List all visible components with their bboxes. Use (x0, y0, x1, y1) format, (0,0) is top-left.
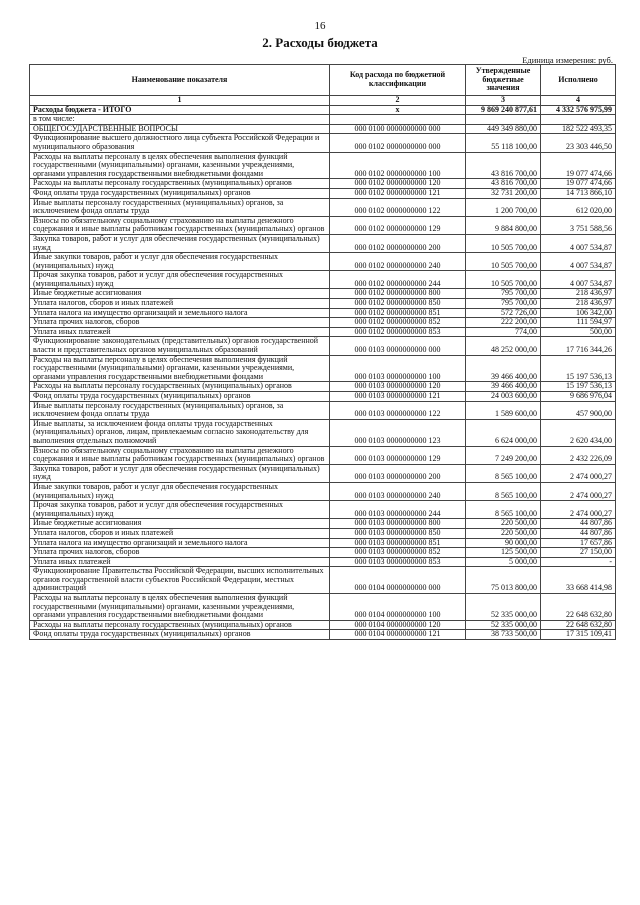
table-row (30, 464, 616, 482)
row-code: 000 0103 0000000000 851 (330, 538, 466, 548)
table-row (30, 392, 616, 402)
column-header-executed: Исполнено (541, 65, 616, 96)
table-row (30, 630, 616, 640)
row-executed (541, 115, 616, 125)
table-row (30, 318, 616, 328)
row-code: 000 0104 0000000000 000 (330, 567, 466, 594)
row-code: 000 0103 0000000000 850 (330, 528, 466, 538)
column-number: 4 (541, 96, 616, 106)
row-name: Прочая закупка товаров, работ и услуг для обеспечения государственных (муниципальных) нужд (30, 271, 330, 289)
table-row (30, 538, 616, 548)
row-executed: 106 342,00 (541, 308, 616, 318)
row-approved: 1 200 700,00 (466, 198, 541, 216)
row-executed: 15 197 536,13 (541, 382, 616, 392)
table-row (30, 567, 616, 594)
row-executed: 3 751 588,56 (541, 216, 616, 234)
row-executed: 2 474 000,27 (541, 464, 616, 482)
table-row (30, 594, 616, 621)
row-name: Иные закупки товаров, работ и услуг для обеспечения государственных (муниципальных) нужд (30, 253, 330, 271)
row-name: Закупка товаров, работ и услуг для обеспечения государственных (муниципальных) нужд (30, 464, 330, 482)
table-row (30, 620, 616, 630)
table-row (30, 198, 616, 216)
row-approved: 48 252 000,00 (466, 337, 541, 355)
row-executed: 14 713 866,10 (541, 188, 616, 198)
column-number: 2 (330, 96, 466, 106)
row-code (330, 115, 466, 125)
row-approved: 75 013 800,00 (466, 567, 541, 594)
table-row (30, 482, 616, 500)
row-executed: 457 900,00 (541, 401, 616, 419)
row-approved: 43 816 700,00 (466, 179, 541, 189)
row-code: 000 0103 0000000000 129 (330, 446, 466, 464)
row-code: 000 0104 0000000000 100 (330, 594, 466, 621)
row-executed: 4 007 534,87 (541, 271, 616, 289)
row-executed: 218 436,97 (541, 289, 616, 299)
row-name: Уплата прочих налогов, сборов (30, 318, 330, 328)
row-code: 000 0103 0000000000 122 (330, 401, 466, 419)
row-code: 000 0102 0000000000 122 (330, 198, 466, 216)
row-name: Расходы на выплаты персоналу в целях обеспечения выполнения функций государственными (муниципальными) органами, казенными учреждениями, органами управления государственными внебюджетными фондами (30, 152, 330, 179)
row-approved: 8 565 100,00 (466, 464, 541, 482)
row-name: Расходы на выплаты персоналу государственных (муниципальных) органов (30, 382, 330, 392)
table-row (30, 548, 616, 558)
row-name: Уплата налога на имущество организаций и земельного налога (30, 538, 330, 548)
row-executed: 19 077 474,66 (541, 179, 616, 189)
table-row (30, 308, 616, 318)
page-number: 16 (314, 20, 326, 32)
row-approved: 8 565 100,00 (466, 482, 541, 500)
row-code: 000 0102 0000000000 100 (330, 152, 466, 179)
row-approved: 10 505 700,00 (466, 253, 541, 271)
row-name: Взносы по обязательному социальному страхованию на выплаты денежного содержания и иные выплаты работникам государственных (муниципальных) органов (30, 446, 330, 464)
column-number-row (30, 96, 616, 106)
row-name: Расходы на выплаты персоналу в целях обеспечения выполнения функций государственными (муниципальными) органами, казенными учреждениями, органами управления государственными внебюджетными фондами (30, 355, 330, 382)
row-name: Закупка товаров, работ и услуг для обеспечения государственных (муниципальных) нужд (30, 234, 330, 252)
row-approved: 795 700,00 (466, 289, 541, 299)
row-approved: 8 565 100,00 (466, 501, 541, 519)
row-code: 000 0103 0000000000 200 (330, 464, 466, 482)
row-name: Иные выплаты, за исключением фонда оплаты труда государственных (муниципальных) органов, лицам, привлекаемым согласно законодательству для выполнения отдельных полномочий (30, 419, 330, 446)
row-approved: 125 500,00 (466, 548, 541, 558)
row-name: в том числе: (30, 115, 330, 125)
row-code: 000 0102 0000000000 240 (330, 253, 466, 271)
section-title: 2. Расходы бюджета (262, 35, 378, 50)
row-code: 000 0103 0000000000 120 (330, 382, 466, 392)
row-name: Расходы на выплаты персоналу в целях обеспечения выполнения функций государственными (муниципальными) органами, казенными учреждениями, органами управления государственными внебюджетными фондами (30, 594, 330, 621)
table-row (30, 327, 616, 337)
table-body (30, 105, 616, 639)
table-row (30, 152, 616, 179)
row-code: 000 0103 0000000000 800 (330, 519, 466, 529)
column-number: 1 (30, 96, 330, 106)
row-code: 000 0104 0000000000 121 (330, 630, 466, 640)
row-code: x (330, 105, 466, 115)
row-code: 000 0102 0000000000 120 (330, 179, 466, 189)
row-executed: 19 077 474,66 (541, 152, 616, 179)
row-approved: 43 816 700,00 (466, 152, 541, 179)
row-code: 000 0102 0000000000 244 (330, 271, 466, 289)
row-code: 000 0102 0000000000 000 (330, 134, 466, 152)
row-approved (466, 115, 541, 125)
table-row (30, 528, 616, 538)
row-code: 000 0102 0000000000 129 (330, 216, 466, 234)
table-row (30, 419, 616, 446)
row-approved: 38 733 500,00 (466, 630, 541, 640)
row-approved: 52 335 000,00 (466, 594, 541, 621)
table-header-row (30, 65, 616, 96)
row-approved: 220 500,00 (466, 519, 541, 529)
row-executed: 4 007 534,87 (541, 234, 616, 252)
table-row (30, 519, 616, 529)
row-approved: 10 505 700,00 (466, 234, 541, 252)
row-executed: 17 716 344,26 (541, 337, 616, 355)
row-executed: 17 315 109,41 (541, 630, 616, 640)
row-code: 000 0102 0000000000 800 (330, 289, 466, 299)
column-header-name: Наименование показателя (30, 65, 330, 96)
row-executed: 22 648 632,80 (541, 620, 616, 630)
table-row (30, 501, 616, 519)
row-executed: - (541, 557, 616, 567)
row-executed: 44 807,86 (541, 519, 616, 529)
row-code: 000 0104 0000000000 120 (330, 620, 466, 630)
row-code: 000 0102 0000000000 121 (330, 188, 466, 198)
row-name: Взносы по обязательному социальному страхованию на выплаты денежного содержания и иные выплаты работникам государственных (муниципальных) органов (30, 216, 330, 234)
row-approved: 55 118 100,00 (466, 134, 541, 152)
table-row (30, 355, 616, 382)
row-approved: 39 466 400,00 (466, 382, 541, 392)
budget-expenses-table (29, 64, 616, 640)
row-name: Расходы на выплаты персоналу государственных (муниципальных) органов (30, 179, 330, 189)
row-approved: 39 466 400,00 (466, 355, 541, 382)
row-executed: 27 150,00 (541, 548, 616, 558)
row-name: Расходы на выплаты персоналу государственных (муниципальных) органов (30, 620, 330, 630)
row-code: 000 0103 0000000000 123 (330, 419, 466, 446)
row-name: Уплата иных платежей (30, 327, 330, 337)
row-approved: 32 731 200,00 (466, 188, 541, 198)
row-executed: 500,00 (541, 327, 616, 337)
row-approved: 90 000,00 (466, 538, 541, 548)
row-code: 000 0103 0000000000 240 (330, 482, 466, 500)
unit-note: Единица измерения: руб. (522, 55, 613, 65)
row-code: 000 0103 0000000000 852 (330, 548, 466, 558)
row-executed: 2 620 434,00 (541, 419, 616, 446)
row-executed: 9 686 976,04 (541, 392, 616, 402)
row-executed: 23 303 446,50 (541, 134, 616, 152)
row-approved: 5 000,00 (466, 557, 541, 567)
table-row (30, 299, 616, 309)
row-name: Уплата налога на имущество организаций и земельного налога (30, 308, 330, 318)
table-row (30, 382, 616, 392)
row-code: 000 0103 0000000000 853 (330, 557, 466, 567)
row-name: Иные бюджетные ассигнования (30, 519, 330, 529)
row-name: Фонд оплаты труда государственных (муниципальных) органов (30, 188, 330, 198)
table-row (30, 446, 616, 464)
row-name: Иные закупки товаров, работ и услуг для обеспечения государственных (муниципальных) нужд (30, 482, 330, 500)
row-approved: 9 869 240 877,61 (466, 105, 541, 115)
row-executed: 182 522 493,35 (541, 124, 616, 134)
row-name: Уплата иных платежей (30, 557, 330, 567)
row-approved: 222 200,00 (466, 318, 541, 328)
table-row (30, 337, 616, 355)
row-code: 000 0100 0000000000 000 (330, 124, 466, 134)
table-row (30, 234, 616, 252)
row-approved: 7 249 200,00 (466, 446, 541, 464)
row-name: Расходы бюджета - ИТОГО (30, 105, 330, 115)
row-approved: 9 884 800,00 (466, 216, 541, 234)
row-name: Иные выплаты персоналу государственных (муниципальных) органов, за исключением фонда оплаты труда (30, 401, 330, 419)
row-approved: 572 726,00 (466, 308, 541, 318)
table-row (30, 188, 616, 198)
column-header-code: Код расхода по бюджетной классификации (330, 65, 466, 96)
row-code: 000 0102 0000000000 850 (330, 299, 466, 309)
row-name: Фонд оплаты труда государственных (муниципальных) органов (30, 392, 330, 402)
row-code: 000 0102 0000000000 851 (330, 308, 466, 318)
table-row (30, 115, 616, 125)
table-row (30, 271, 616, 289)
row-executed: 17 657,86 (541, 538, 616, 548)
row-code: 000 0103 0000000000 100 (330, 355, 466, 382)
row-approved: 6 624 000,00 (466, 419, 541, 446)
row-code: 000 0103 0000000000 121 (330, 392, 466, 402)
row-code: 000 0102 0000000000 852 (330, 318, 466, 328)
row-approved: 774,00 (466, 327, 541, 337)
table-row (30, 289, 616, 299)
table-row (30, 124, 616, 134)
row-name: Прочая закупка товаров, работ и услуг для обеспечения государственных (муниципальных) нужд (30, 501, 330, 519)
table-row (30, 253, 616, 271)
row-name: Фонд оплаты труда государственных (муниципальных) органов (30, 630, 330, 640)
row-executed: 612 020,00 (541, 198, 616, 216)
row-approved: 220 500,00 (466, 528, 541, 538)
row-executed: 22 648 632,80 (541, 594, 616, 621)
row-approved: 449 349 880,00 (466, 124, 541, 134)
row-name: Уплата прочих налогов, сборов (30, 548, 330, 558)
row-executed: 2 432 226,09 (541, 446, 616, 464)
row-name: Уплата налогов, сборов и иных платежей (30, 528, 330, 538)
row-name: Уплата налогов, сборов и иных платежей (30, 299, 330, 309)
table-row (30, 557, 616, 567)
row-executed: 218 436,97 (541, 299, 616, 309)
row-code: 000 0103 0000000000 000 (330, 337, 466, 355)
row-approved: 24 003 600,00 (466, 392, 541, 402)
column-header-approved: Утвержденные бюджетные значения (466, 65, 541, 96)
table-row (30, 105, 616, 115)
table-row (30, 134, 616, 152)
row-executed: 4 007 534,87 (541, 253, 616, 271)
row-name: Иные выплаты персоналу государственных (муниципальных) органов, за исключением фонда оплаты труда (30, 198, 330, 216)
column-number: 3 (466, 96, 541, 106)
row-approved: 795 700,00 (466, 299, 541, 309)
row-name: Функционирование высшего должностного лица субъекта Российской Федерации и муниципального образования (30, 134, 330, 152)
row-name: Иные бюджетные ассигнования (30, 289, 330, 299)
row-executed: 4 332 576 975,99 (541, 105, 616, 115)
row-approved: 52 335 000,00 (466, 620, 541, 630)
row-name: ОБЩЕГОСУДАРСТВЕННЫЕ ВОПРОСЫ (30, 124, 330, 134)
table-row (30, 401, 616, 419)
row-executed: 2 474 000,27 (541, 501, 616, 519)
row-executed: 2 474 000,27 (541, 482, 616, 500)
row-executed: 111 594,97 (541, 318, 616, 328)
row-approved: 1 589 600,00 (466, 401, 541, 419)
row-executed: 33 668 414,98 (541, 567, 616, 594)
row-approved: 10 505 700,00 (466, 271, 541, 289)
row-code: 000 0103 0000000000 244 (330, 501, 466, 519)
row-executed: 44 807,86 (541, 528, 616, 538)
table-row (30, 216, 616, 234)
row-code: 000 0102 0000000000 853 (330, 327, 466, 337)
row-name: Функционирование законодательных (представительных) органов государственной власти и представительных органов муниципальных образований (30, 337, 330, 355)
row-code: 000 0102 0000000000 200 (330, 234, 466, 252)
table-row (30, 179, 616, 189)
row-name: Функционирование Правительства Российской Федерации, высших исполнительных органов государственной власти субъектов Российской Федерации, местных администраций (30, 567, 330, 594)
row-executed: 15 197 536,13 (541, 355, 616, 382)
